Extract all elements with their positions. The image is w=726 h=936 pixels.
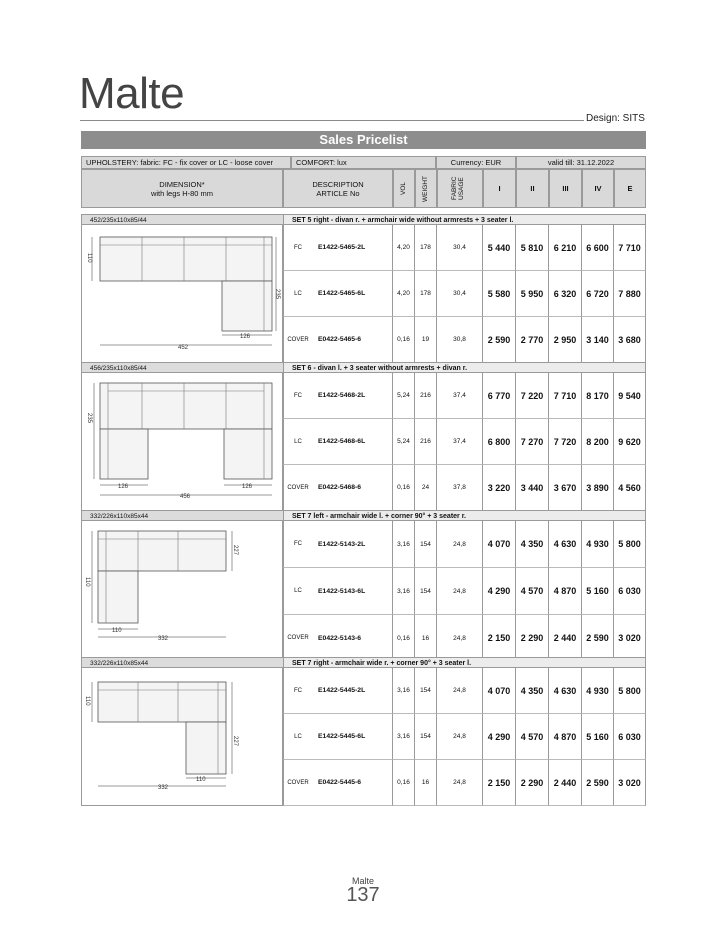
dimension-label: 332 xyxy=(158,636,169,642)
price-group-5: 9 540 xyxy=(614,373,646,419)
article-label: ARTICLE No xyxy=(316,188,360,198)
vol-label: VOL xyxy=(400,181,408,195)
price-group-5: 5 800 xyxy=(614,668,646,714)
price-group-2-header: II xyxy=(516,169,549,208)
price-group-5: 5 800 xyxy=(614,521,646,568)
price-group-3-header: III xyxy=(549,169,582,208)
dimension-label: 235 xyxy=(86,413,92,424)
dimension-label: 456 xyxy=(180,494,191,500)
weight-value: 19 xyxy=(415,317,437,363)
price-group-1: 5 580 xyxy=(483,271,516,317)
sofa-drawing-set-7-right xyxy=(82,668,284,796)
fabric-usage-value: 30,8 xyxy=(437,317,483,363)
set-drawing xyxy=(81,521,283,662)
pricelist-header xyxy=(81,156,646,208)
vol-header xyxy=(393,169,415,208)
price-group-2: 7 270 xyxy=(516,419,549,465)
price-group-1-header: I xyxy=(483,169,516,208)
dimension-label: 110 xyxy=(112,628,122,634)
article-number: E1422-5468-6L xyxy=(318,438,366,445)
price-group-2: 5 950 xyxy=(516,271,549,317)
volume-value: 0,16 xyxy=(393,465,415,511)
table-row xyxy=(283,714,646,760)
description-cell xyxy=(283,568,393,615)
dimension-label: 110 xyxy=(86,253,92,263)
weight-value: 154 xyxy=(415,668,437,714)
article-number: E0422-5465-6 xyxy=(318,336,362,343)
weight-label: WEIGHT xyxy=(422,175,430,202)
set-title: SET 7 right - armchair wide r. + corner 90° + 3 seater l. xyxy=(283,657,646,668)
price-group-2: 4 570 xyxy=(516,568,549,615)
cover-type: LC xyxy=(294,438,302,445)
price-group-5: 7 880 xyxy=(614,271,646,317)
table-row xyxy=(283,465,646,511)
price-group-3: 4 870 xyxy=(549,714,582,760)
price-group-4: 2 590 xyxy=(582,760,614,806)
price-group-3: 2 950 xyxy=(549,317,582,363)
weight-value: 154 xyxy=(415,568,437,615)
table-row xyxy=(283,568,646,615)
volume-value: 5,24 xyxy=(393,373,415,419)
description-cell xyxy=(283,419,393,465)
price-group-5: 9 620 xyxy=(614,419,646,465)
price-group-5: 3 020 xyxy=(614,615,646,662)
fabric-usage-value: 37,4 xyxy=(437,373,483,419)
price-group-1: 6 770 xyxy=(483,373,516,419)
sofa-drawing-set-7-left xyxy=(82,521,284,649)
set-dimension: 332/226x110x85x44 xyxy=(81,657,283,668)
price-group-3: 4 630 xyxy=(549,668,582,714)
table-row xyxy=(283,760,646,806)
price-group-1: 2 150 xyxy=(483,760,516,806)
description-cell xyxy=(283,271,393,317)
volume-value: 0,16 xyxy=(393,317,415,363)
dimension-label: 110 xyxy=(84,696,90,706)
footer-name: Malte xyxy=(351,876,374,886)
set-block xyxy=(81,362,646,511)
dimension-label: DIMENSION* xyxy=(159,179,205,189)
volume-value: 4,20 xyxy=(393,225,415,271)
cover-type: COVER xyxy=(287,635,309,641)
volume-value: 0,16 xyxy=(393,615,415,662)
description-cell xyxy=(283,521,393,568)
dimension-label: 235 xyxy=(274,289,280,300)
fabric-usage-value: 24,8 xyxy=(437,521,483,568)
price-group-5: 6 030 xyxy=(614,568,646,615)
set-dimension: 456/235x110x85/44 xyxy=(81,362,283,373)
set-title: SET 6 - divan l. + 3 seater without armrests + divan r. xyxy=(283,362,646,373)
volume-value: 4,20 xyxy=(393,271,415,317)
set-dimension: 452/235x110x85/44 xyxy=(81,214,283,225)
price-group-5: 7 710 xyxy=(614,225,646,271)
price-group-2: 7 220 xyxy=(516,373,549,419)
price-group-3: 2 440 xyxy=(549,760,582,806)
table-row xyxy=(283,668,646,714)
volume-value: 3,16 xyxy=(393,668,415,714)
weight-value: 154 xyxy=(415,714,437,760)
dimension-label: 452 xyxy=(178,345,189,351)
cover-type: COVER xyxy=(287,484,309,491)
volume-value: 3,16 xyxy=(393,714,415,760)
dimension-label: 227 xyxy=(232,545,238,556)
cover-type: LC xyxy=(294,733,302,740)
price-group-4-header: IV xyxy=(582,169,614,208)
description-cell xyxy=(283,760,393,806)
pricelist-title: Sales Pricelist xyxy=(81,131,646,149)
price-group-3: 7 710 xyxy=(549,373,582,419)
dimension-label: 227 xyxy=(232,736,238,747)
fabric-usage-value: 24,8 xyxy=(437,568,483,615)
price-group-1: 2 150 xyxy=(483,615,516,662)
cover-type: LC xyxy=(294,588,302,594)
table-row xyxy=(283,225,646,271)
dimension-label: 126 xyxy=(242,484,253,490)
cover-type: COVER xyxy=(287,336,309,343)
price-group-2: 5 810 xyxy=(516,225,549,271)
price-group-2: 2 290 xyxy=(516,615,549,662)
price-group-2: 2 290 xyxy=(516,760,549,806)
weight-value: 16 xyxy=(415,615,437,662)
set-block xyxy=(81,510,646,662)
set-block xyxy=(81,657,646,806)
set-drawing xyxy=(81,373,283,511)
price-group-5: 3 020 xyxy=(614,760,646,806)
price-group-4: 2 590 xyxy=(582,615,614,662)
price-group-4: 6 600 xyxy=(582,225,614,271)
description-cell xyxy=(283,615,393,662)
price-group-1: 6 800 xyxy=(483,419,516,465)
price-group-2: 4 570 xyxy=(516,714,549,760)
currency-info: Currency: EUR xyxy=(436,156,516,169)
cover-type: FC xyxy=(294,244,302,251)
table-row xyxy=(283,615,646,662)
price-group-1: 5 440 xyxy=(483,225,516,271)
fabric-usage-label: FABRIC USAGE xyxy=(451,176,466,201)
fabric-usage-header xyxy=(437,169,483,208)
article-number: E1422-5143-6L xyxy=(318,587,366,595)
cover-type: FC xyxy=(294,541,302,547)
article-number: E1422-5465-2L xyxy=(318,244,366,251)
price-group-e-header: E xyxy=(614,169,646,208)
set-drawing xyxy=(81,225,283,363)
article-number: E1422-5445-2L xyxy=(318,687,366,694)
weight-value: 154 xyxy=(415,521,437,568)
table-row xyxy=(283,373,646,419)
set-drawing xyxy=(81,668,283,806)
description-cell xyxy=(283,317,393,363)
fabric-usage-value: 37,4 xyxy=(437,419,483,465)
price-group-5: 6 030 xyxy=(614,714,646,760)
price-group-3: 7 720 xyxy=(549,419,582,465)
description-header xyxy=(283,169,393,208)
volume-value: 3,16 xyxy=(393,521,415,568)
description-label: DESCRIPTION xyxy=(312,179,364,189)
set-title: SET 5 right - divan r. + armchair wide without armrests + 3 seater l. xyxy=(283,214,646,225)
sofa-drawing-set-5 xyxy=(82,225,284,353)
price-group-4: 5 160 xyxy=(582,568,614,615)
dimension-label: 332 xyxy=(158,785,169,791)
price-group-4: 3 890 xyxy=(582,465,614,511)
weight-value: 178 xyxy=(415,271,437,317)
set-dimension: 332/226x110x85x44 xyxy=(81,510,283,521)
price-group-1: 2 590 xyxy=(483,317,516,363)
cover-type: COVER xyxy=(287,779,309,786)
comfort-info: COMFORT: lux xyxy=(291,156,436,169)
weight-value: 216 xyxy=(415,373,437,419)
price-group-4: 8 200 xyxy=(582,419,614,465)
article-number: E1422-5468-2L xyxy=(318,392,366,399)
design-credit: Design: SITS xyxy=(586,113,645,124)
table-row xyxy=(283,521,646,568)
price-group-4: 5 160 xyxy=(582,714,614,760)
description-cell xyxy=(283,373,393,419)
set-block xyxy=(81,214,646,363)
price-group-3: 4 870 xyxy=(549,568,582,615)
description-cell xyxy=(283,465,393,511)
price-group-1: 4 290 xyxy=(483,714,516,760)
weight-value: 16 xyxy=(415,760,437,806)
dimension-header xyxy=(81,169,283,208)
price-group-1: 3 220 xyxy=(483,465,516,511)
weight-header xyxy=(415,169,437,208)
price-group-4: 4 930 xyxy=(582,521,614,568)
fabric-usage-value: 30,4 xyxy=(437,271,483,317)
article-number: E0422-5468-6 xyxy=(318,484,362,491)
dimension-sub-label: with legs H-80 mm xyxy=(150,188,214,198)
price-group-4: 6 720 xyxy=(582,271,614,317)
article-number: E1422-5143-2L xyxy=(318,540,366,548)
set-title: SET 7 left - armchair wide l. + corner 90° + 3 seater r. xyxy=(283,510,646,521)
article-number: E0422-5445-6 xyxy=(318,779,362,786)
price-group-4: 8 170 xyxy=(582,373,614,419)
fabric-usage-value: 24,8 xyxy=(437,668,483,714)
price-group-1: 4 070 xyxy=(483,668,516,714)
price-group-2: 2 770 xyxy=(516,317,549,363)
table-row xyxy=(283,419,646,465)
cover-type: FC xyxy=(294,687,302,694)
price-group-3: 4 630 xyxy=(549,521,582,568)
price-group-3: 6 320 xyxy=(549,271,582,317)
price-group-4: 3 140 xyxy=(582,317,614,363)
fabric-usage-value: 30,4 xyxy=(437,225,483,271)
page-number: 137 xyxy=(346,884,380,906)
price-group-3: 6 210 xyxy=(549,225,582,271)
fabric-usage-value: 24,8 xyxy=(437,615,483,662)
description-cell xyxy=(283,225,393,271)
weight-value: 178 xyxy=(415,225,437,271)
article-number: E1422-5445-6L xyxy=(318,733,366,740)
fabric-usage-value: 37,8 xyxy=(437,465,483,511)
volume-value: 5,24 xyxy=(393,419,415,465)
table-row xyxy=(283,317,646,363)
dimension-label: 126 xyxy=(240,334,251,340)
price-group-5: 4 560 xyxy=(614,465,646,511)
brand-title: Malte xyxy=(79,69,185,118)
cover-type: LC xyxy=(294,290,302,297)
article-number: E0422-5143-6 xyxy=(318,634,362,642)
cover-type: FC xyxy=(294,392,302,399)
fabric-usage-value: 24,8 xyxy=(437,760,483,806)
upholstery-info: UPHOLSTERY: fabric: FC - fix cover or LC - loose cover xyxy=(81,156,291,169)
description-cell xyxy=(283,714,393,760)
fabric-usage-value: 24,8 xyxy=(437,714,483,760)
weight-value: 216 xyxy=(415,419,437,465)
price-group-3: 2 440 xyxy=(549,615,582,662)
dimension-label: 110 xyxy=(196,777,206,783)
price-group-2: 3 440 xyxy=(516,465,549,511)
description-cell xyxy=(283,668,393,714)
dimension-label: 110 xyxy=(84,577,90,587)
price-group-2: 4 350 xyxy=(516,521,549,568)
header-rule xyxy=(80,120,584,121)
price-group-3: 3 670 xyxy=(549,465,582,511)
price-group-1: 4 070 xyxy=(483,521,516,568)
dimension-label: 126 xyxy=(118,484,129,490)
volume-value: 0,16 xyxy=(393,760,415,806)
table-row xyxy=(283,271,646,317)
price-group-2: 4 350 xyxy=(516,668,549,714)
sofa-drawing-set-6 xyxy=(82,373,284,501)
article-number: E1422-5465-6L xyxy=(318,290,366,297)
price-group-1: 4 290 xyxy=(483,568,516,615)
price-group-5: 3 680 xyxy=(614,317,646,363)
weight-value: 24 xyxy=(415,465,437,511)
valid-info: valid till: 31.12.2022 xyxy=(516,156,646,169)
volume-value: 3,16 xyxy=(393,568,415,615)
price-group-4: 4 930 xyxy=(582,668,614,714)
